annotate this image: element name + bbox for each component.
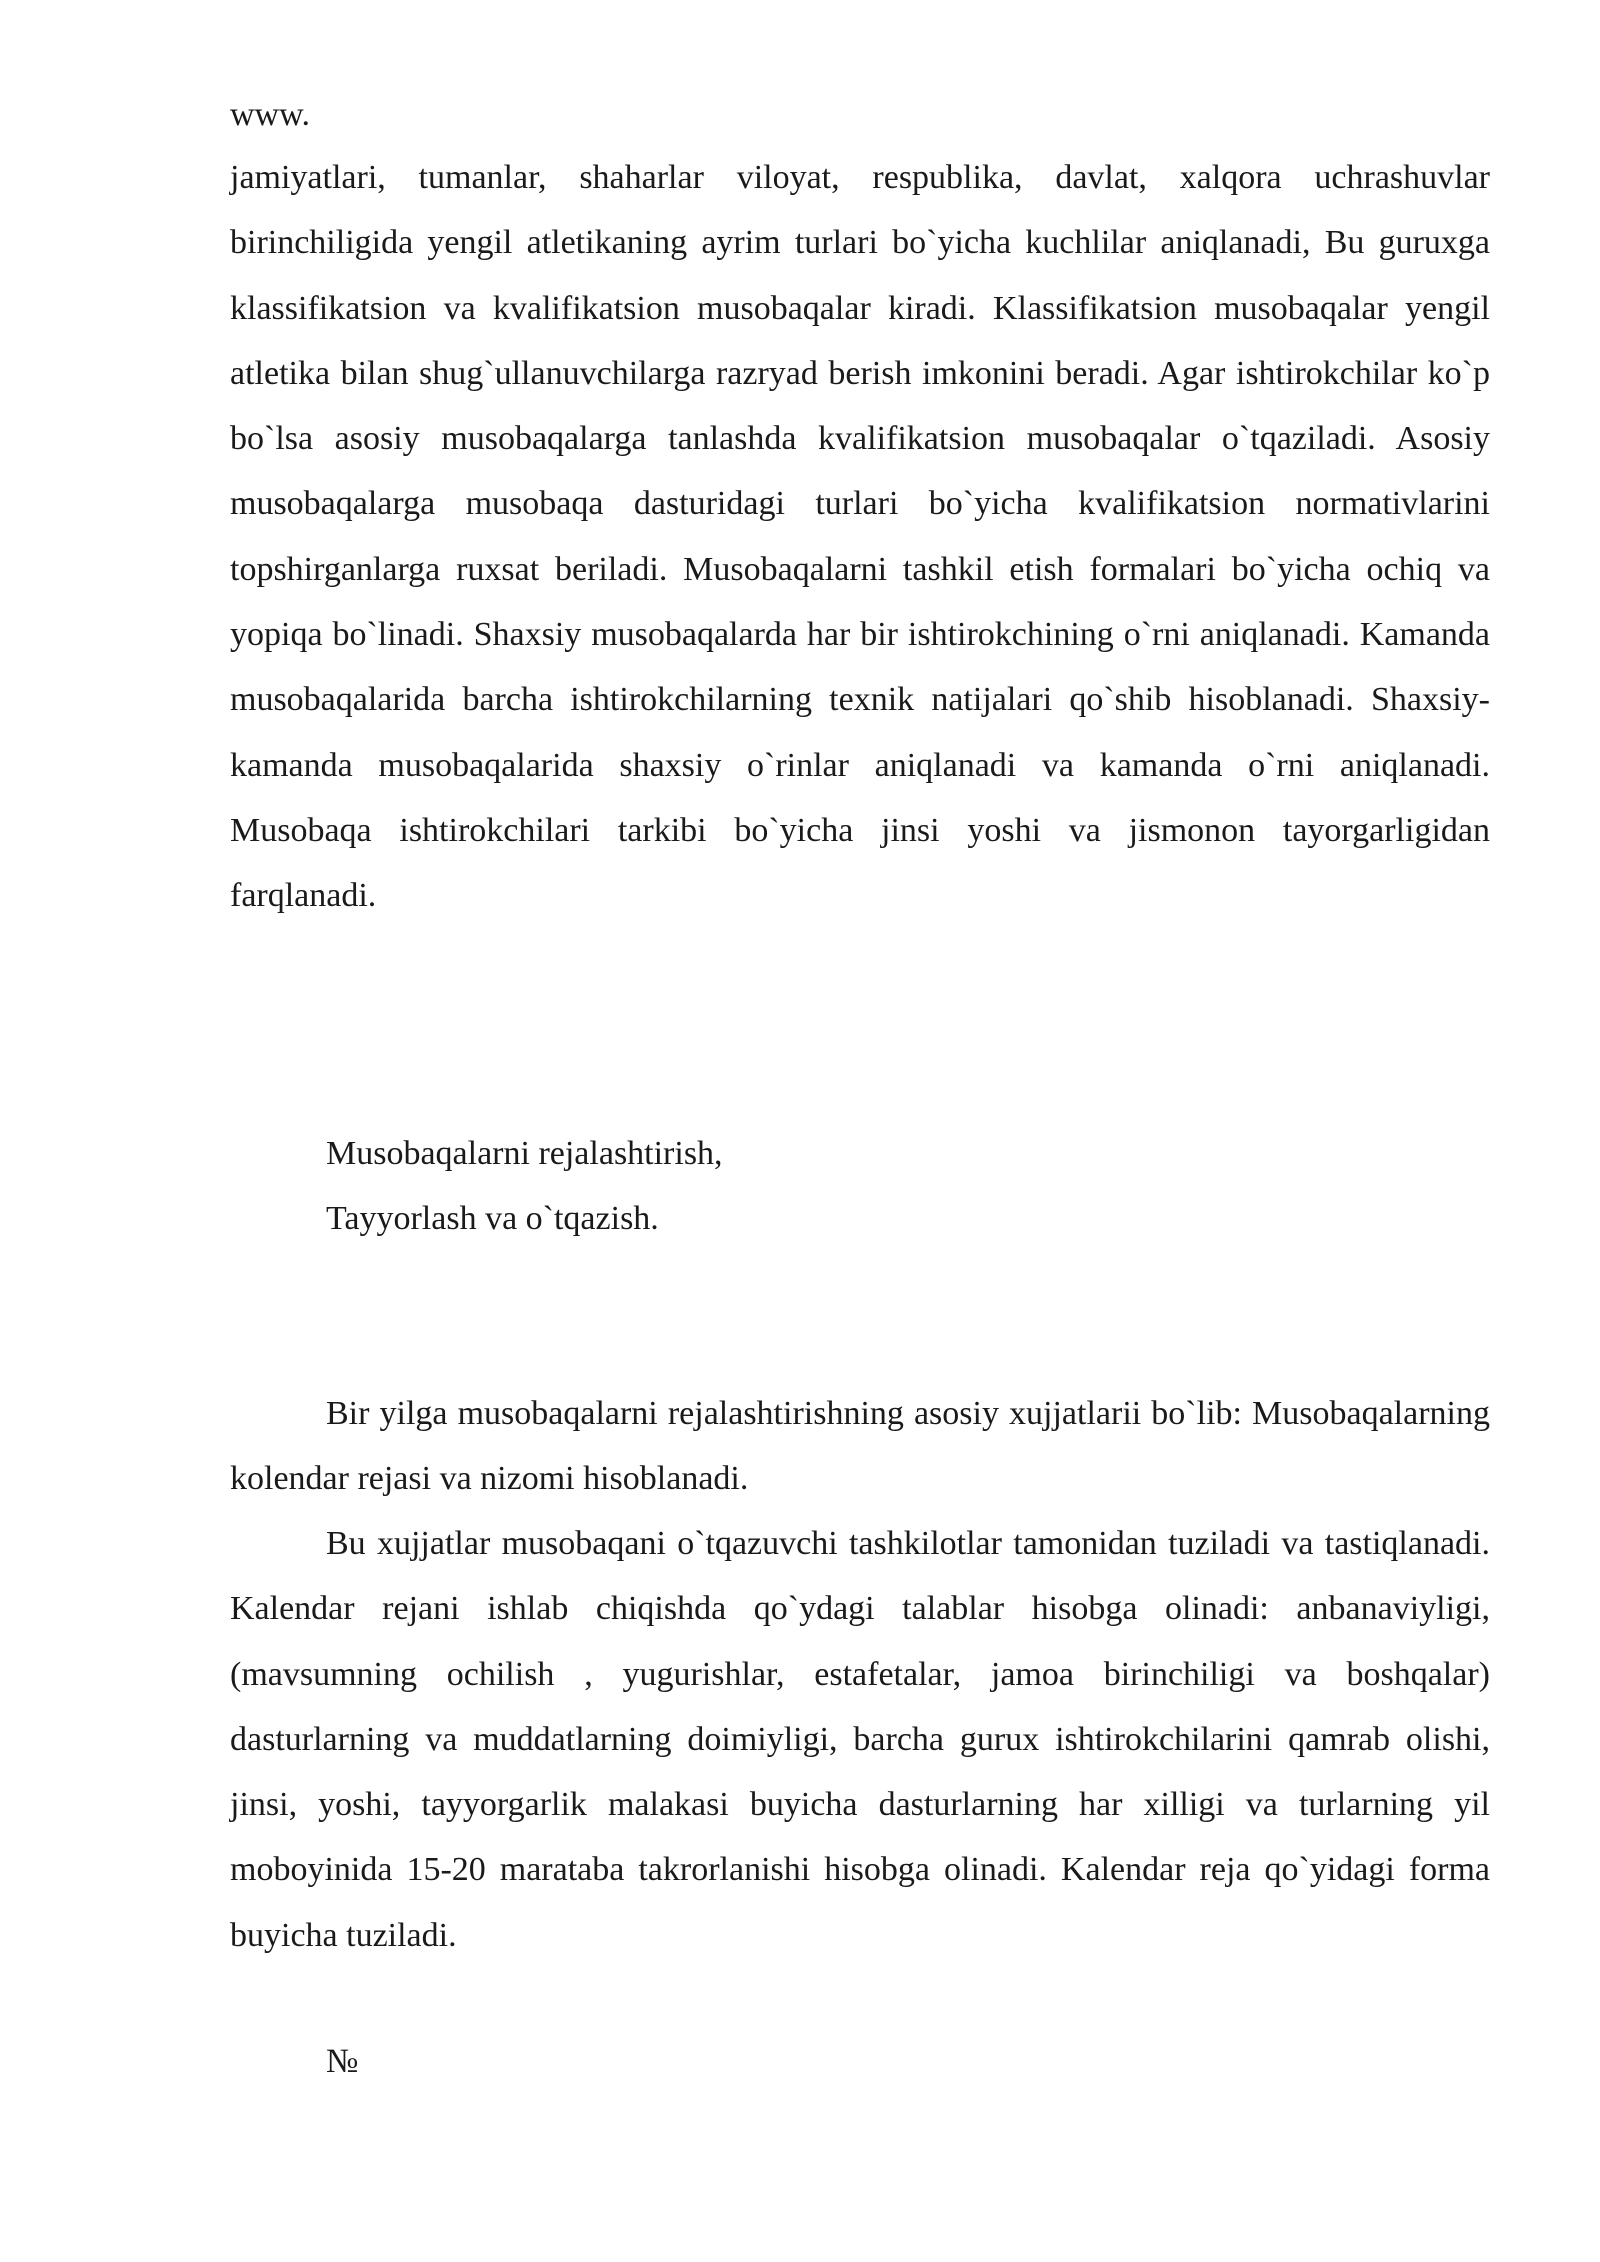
paragraph-calendar-plan: Bu xujjatlar musobaqani o`tqazuvchi tashkilotlar tamonidan tuziladi va tastiqlanadi. Kalendar rejani ishlab chiqishda qo`ydagi talablar hisobga olinadi: anbanaviyligi, (mavsumning ochilish , yugurishlar, estafetalar, jamoa birinchiligi va boshqalar) dasturlarning va muddatlarning doimiyligi, barcha gurux ishtirokchilarini qamrab olishi, jinsi, yoshi, tayyorgarlik malakasi buyicha dasturlarning har xilligi va turlarning yil moboyinida 15-20 marataba takrorlanishi hisobga olinadi. Kalendar reja qo`yidagi forma buyicha tuziladi. [230,1525,1490,1954]
paragraph-competition-types: jamiyatlari, tumanlar, shaharlar viloyat, respublika, davlat, xalqora uchrashuvlar birinchiligida yengil atletikaning ayrim turlari bo`yicha kuchlilar aniqlanadi, Bu guruxga klassifikatsion va kvalifikatsion musobaqalar kiradi. Klassifikatsion musobaqalar yengil atletika bilan shug`ullanuvchilarga razryad berish imkonini beradi. Agar ishtirokchilar ko`p bo`lsa asosiy musobaqalarga tanlashda kvalifikatsion musobaqalar o`tqaziladi. Asosiy musobaqalarga musobaqa dasturidagi turlari bo`yicha kvalifikatsion normativlarini topshirganlarga ruxsat beriladi. Musobaqalarni tashkil etish formalari bo`yicha ochiq va yopiqa bo`linadi. Shaxsiy musobaqalarda har bir ishtirokchining o`rni aniqlanadi. Kamanda musobaqalarida barcha ishtirokchilarning texnik natijalari qo`shib hisoblanadi. Shaxsiy-kamanda musobaqalarida shaxsiy o`rinlar aniqlanadi va kamanda o`rni aniqlanadi. Musobaqa ishtirokchilari tarkibi bo`yicha jinsi yoshi va jismonon tayorgarligidan farqlanadi. [230,159,1490,915]
section-heading-line-2: Tayyorlash va o`tqazish. [326,1200,659,1237]
paragraph-planning-documents: Bir yilga musobaqalarni rejalashtirishning asosiy xujjatlarii bo`lib: Musobaqalarning kolendar rejasi va nizomi hisoblanadi. [230,1395,1490,1498]
header-fragment: www. [230,96,310,133]
section-heading-line-1: Musobaqalarni rejalashtirish, [326,1135,723,1172]
table-number-sign: № [326,2043,359,2080]
